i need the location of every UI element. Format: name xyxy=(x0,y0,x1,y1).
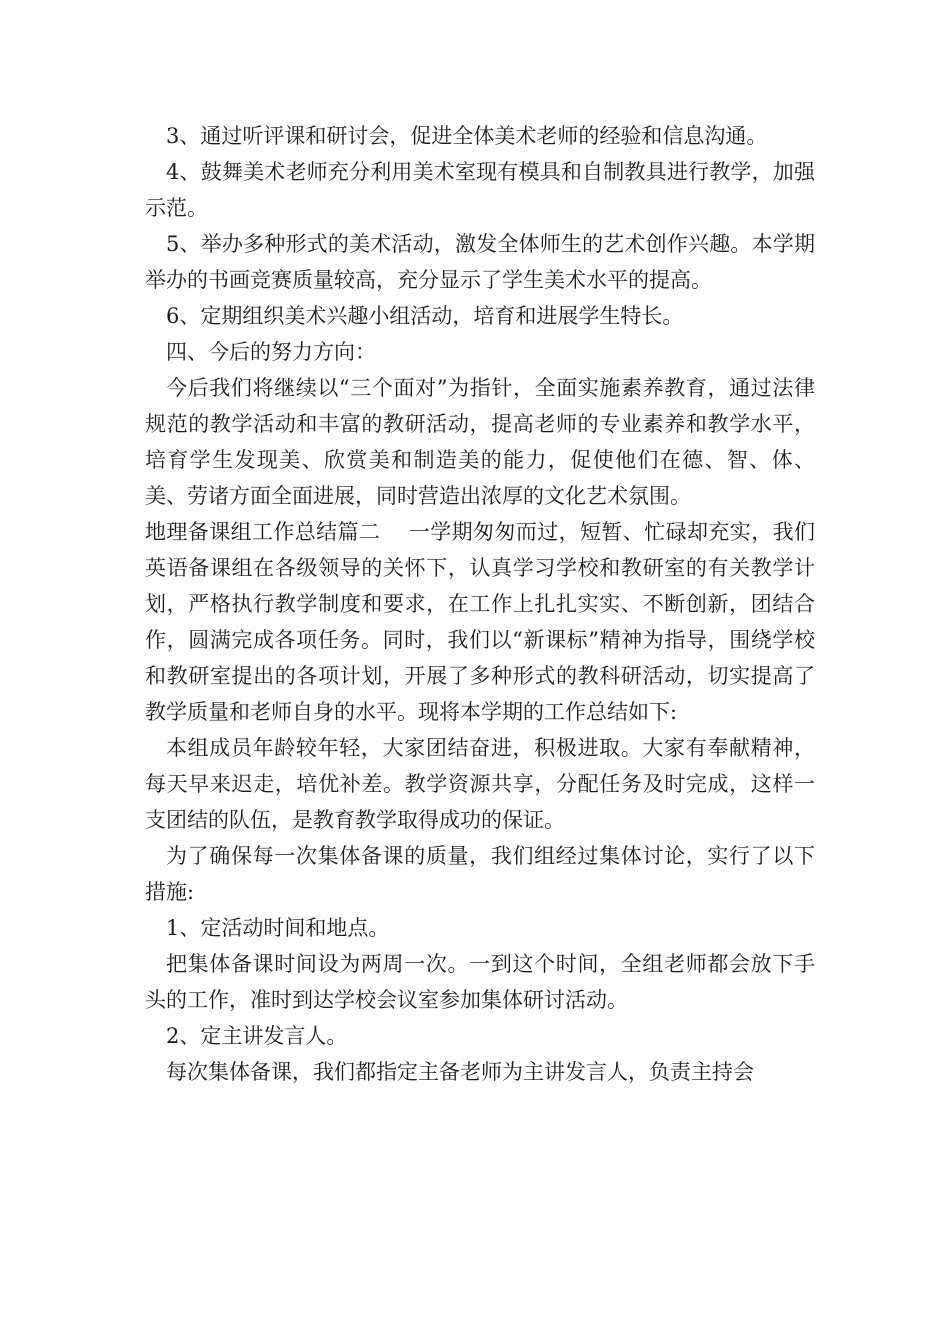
paragraph-article-two-intro: 地理备课组工作总结篇二 一学期匆匆而过，短暂、忙碌却充实，我们英语备课组在各级领导的关怀下，认真学习学校和教研室的有关教学计划，严格执行教学制度和要求，在工作上扎扎实实、不断创新，团结合作，圆满完成各项任务。同时，我们以“新课标”精神为指导，围绕学校和教研室提出的各项计划，开展了多种形式的教科研活动，切实提高了教学质量和老师自身的水平。现将本学期的工作总结如下: xyxy=(145,520,815,724)
measure-item-2: 2、定主讲发言人。 xyxy=(166,1024,348,1048)
measure-item-1: 1、定活动时间和地点。 xyxy=(166,916,390,940)
paragraph-measures-intro: 为了确保每一次集体备课的质量，我们组经过集体讨论，实行了以下措施: xyxy=(145,844,815,904)
document-body xyxy=(145,118,815,1090)
paragraph-item-6: 6、定期组织美术兴趣小组活动，培育和进展学生特长。 xyxy=(166,304,684,328)
paragraph-measure-1-detail: 把集体备课时间设为两周一次。一到这个时间，全组老师都会放下手头的工作，准时到达学校会议室参加集体研讨活动。 xyxy=(145,952,815,1012)
paragraph-item-4: 4、鼓舞美术老师充分利用美术室现有模具和自制教具进行教学，加强示范。 xyxy=(145,160,815,220)
paragraph-measure-2-detail: 每次集体备课，我们都指定主备老师为主讲发言人，负责主持会 xyxy=(166,1060,754,1084)
paragraph-item-5: 5、举办多种形式的美术活动，激发全体师生的艺术创作兴趣。本学期举办的书画竞赛质量较高，充分显示了学生美术水平的提高。 xyxy=(145,232,815,292)
paragraph-team-members: 本组成员年龄较年轻，大家团结奋进，积极进取。大家有奉献精神，每天早来迟走，培优补差。教学资源共享，分配任务及时完成，这样一支团结的队伍，是教育教学取得成功的保证。 xyxy=(145,736,815,832)
paragraph-future-plan: 今后我们将继续以“三个面对”为指针，全面实施素养教育，通过法律规范的教学活动和丰富的教研活动，提高老师的专业素养和教学水平，培育学生发现美、欣赏美和制造美的能力，促使他们在德、智、体、美、劳诸方面全面进展，同时营造出浓厚的文化艺术氛围。 xyxy=(145,376,815,508)
section-heading-future-direction: 四、今后的努力方向： xyxy=(166,340,376,364)
paragraph-item-3: 3、通过听评课和研讨会，促进全体美术老师的经验和信息沟通。 xyxy=(166,124,768,148)
